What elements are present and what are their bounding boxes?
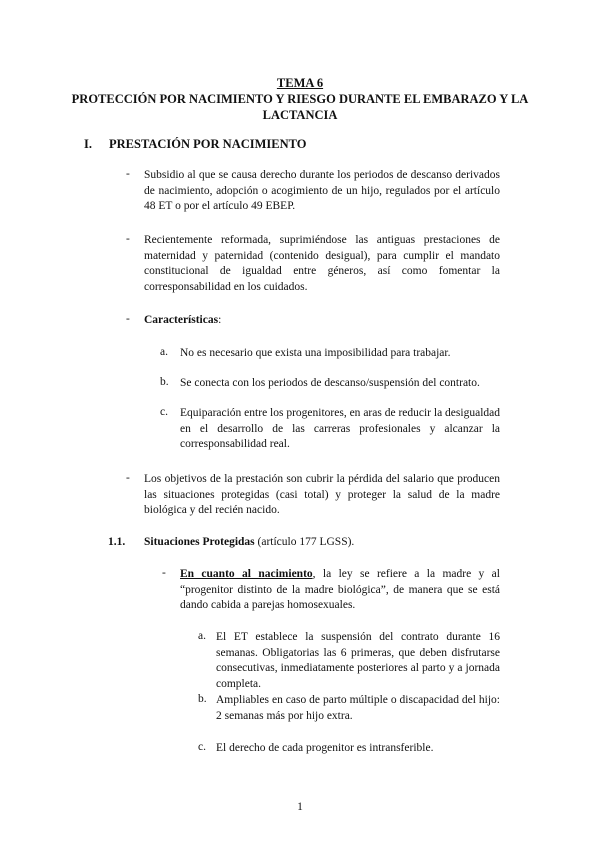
bullet-dash: - bbox=[126, 472, 130, 484]
birth-text: , la ley se refiere a la madre y al “progenitor distinto de la madre biológica”, de manera que se está dando cabida a parejas homosexuales. bbox=[180, 568, 500, 611]
section-1-number: I. bbox=[84, 137, 92, 151]
page-number: 1 bbox=[297, 801, 303, 813]
bullet-text: Los objetivos de la prestación son cubrir la pérdida del salario que producen las situaciones protegidas (casi total) y proteger la salud de la madre biológica y del recién nacido. bbox=[144, 473, 500, 516]
bullet-dash: - bbox=[162, 567, 166, 579]
list-item: No es necesario que exista una imposibilidad para trabajar. bbox=[180, 347, 451, 359]
features-label: Características bbox=[144, 314, 219, 326]
list-letter: c. bbox=[198, 741, 206, 753]
list-letter: c. bbox=[160, 406, 168, 418]
bullet-dash: - bbox=[126, 313, 130, 325]
subsection-title: Situaciones Protegidas bbox=[144, 536, 255, 548]
list-item: El ET establece la suspensión del contrato durante 16 semanas. Obligatorias las 6 primeras, que deben disfrutarse consecutivas, inmediatamente posteriores al parto y a jornada completa. bbox=[216, 631, 500, 690]
features-heading bbox=[144, 313, 500, 329]
section-1-title: PRESTACIÓN POR NACIMIENTO bbox=[109, 137, 307, 151]
list-item: El derecho de cada progenitor es intransferible. bbox=[216, 742, 434, 754]
page-title-line-2: LACTANCIA bbox=[262, 108, 338, 122]
topic-number: TEMA 6 bbox=[276, 76, 324, 90]
birth-paragraph bbox=[180, 567, 500, 614]
list-item: Equiparación entre los progenitores, en aras de reducir la desigualdad en el desarrollo de las carreras profesionales y alcanzar la corresponsabilidad real. bbox=[180, 407, 500, 450]
features-colon: : bbox=[218, 314, 222, 326]
bullet-text: Subsidio al que se causa derecho durante los periodos de descanso derivados de nacimiento, adopción o acogimiento de un hijo, regulados por el artículo 48 ET o por el artículo 49 EBEP. bbox=[144, 169, 500, 212]
list-letter: b. bbox=[198, 693, 207, 705]
page-title-line-1: PROTECCIÓN POR NACIMIENTO Y RIESGO DURANTE EL EMBARAZO Y LA bbox=[71, 92, 529, 106]
bullet-text: Recientemente reformada, suprimiéndose las antiguas prestaciones de maternidad y paternidad (contenido desigual), para cumplir el mandato constitucional de igualdad entre géneros, así como fomentar la corresponsabilidad en los cuidados. bbox=[144, 234, 500, 293]
list-letter: b. bbox=[160, 376, 169, 388]
list-item: Ampliables en caso de parto múltiple o discapacidad del hijo: 2 semanas más por hijo extra. bbox=[216, 694, 500, 722]
list-letter: a. bbox=[198, 630, 206, 642]
birth-label: En cuanto al nacimiento bbox=[180, 568, 313, 580]
bullet-dash: - bbox=[126, 168, 130, 180]
bullet-dash: - bbox=[126, 233, 130, 245]
list-item: Se conecta con los periodos de descanso/suspensión del contrato. bbox=[180, 377, 480, 389]
list-letter: a. bbox=[160, 346, 168, 358]
subsection-ref: (artículo 177 LGSS). bbox=[254, 536, 355, 548]
subsection-heading bbox=[144, 535, 500, 551]
subsection-number: 1.1. bbox=[108, 536, 126, 548]
